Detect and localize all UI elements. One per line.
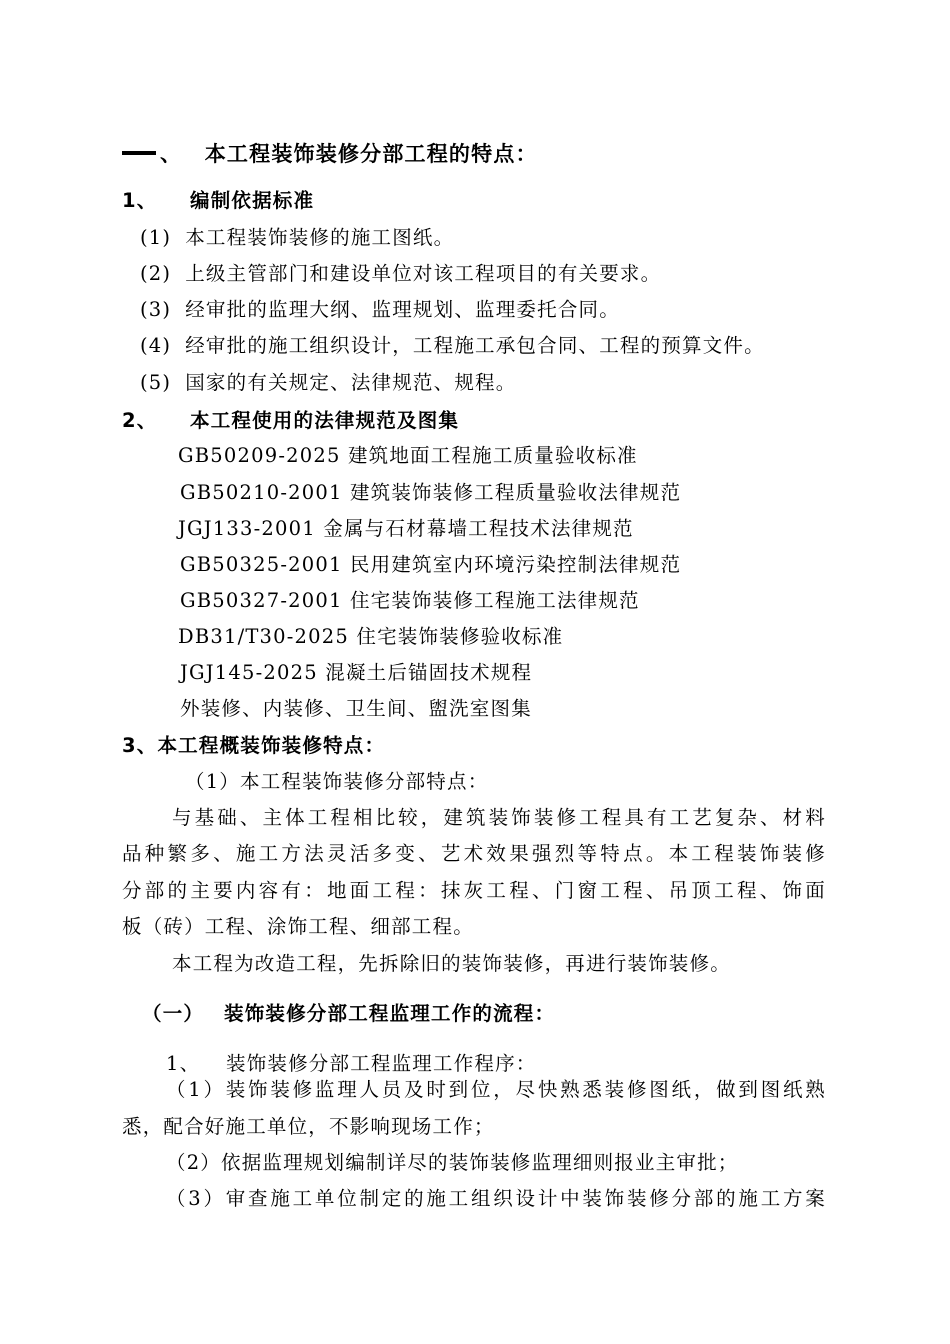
section-3-heading: 3、本工程概装饰装修特点：: [122, 734, 386, 757]
paragraph-line: （3）审查施工单位制定的施工组织设计中装饰装修分部的施工方案: [166, 1187, 826, 1210]
part-1-num: （一）: [142, 1002, 205, 1025]
section-2-title: 本工程使用的法律规范及图集: [190, 409, 460, 432]
section-3-subheading: （1）本工程装饰装修分部特点：: [185, 770, 489, 793]
list-item: (1) 本工程装饰装修的施工图纸。: [140, 226, 455, 249]
part-1-heading: [142, 1001, 556, 1027]
heading-1-dash: [122, 151, 156, 155]
standard-item: GB50327-2001 住宅装饰装修工程施工法律规范: [180, 589, 640, 612]
standard-item: JGJ145-2025 混凝土后锚固技术规程: [180, 661, 533, 684]
paragraph-line: 分部的主要内容有：地面工程：抹灰工程、门窗工程、吊顶工程、饰面: [122, 879, 826, 902]
paragraph-line: 本工程为改造工程，先拆除旧的装饰装修，再进行装饰装修。: [172, 952, 731, 975]
standard-item: GB50209-2025 建筑地面工程施工质量验收标准: [178, 444, 638, 467]
heading-1-text: 本工程装饰装修分部工程的特点：: [204, 142, 538, 166]
heading-1: [122, 141, 538, 167]
standard-item: DB31/T30-2025 住宅装饰装修验收标准: [178, 625, 564, 648]
section-1-heading: [122, 188, 315, 214]
section-2-heading: [122, 408, 460, 434]
part-1-subheading: 1、 装饰装修分部工程监理工作程序：: [166, 1052, 537, 1075]
list-item: (5) 国家的有关规定、法律规范、规程。: [140, 371, 517, 394]
paragraph-line: 悉，配合好施工单位，不影响现场工作；: [122, 1115, 495, 1138]
section-2-num: 2、: [122, 409, 158, 432]
paragraph-line: 板（砖）工程、涂饰工程、细部工程。: [122, 915, 474, 938]
standard-item: GB50210-2001 建筑装饰装修工程质量验收法律规范: [180, 481, 682, 504]
standard-item: 外装修、内装修、卫生间、盥洗室图集: [180, 697, 532, 720]
list-item: (3) 经审批的监理大纲、监理规划、监理委托合同。: [140, 298, 620, 321]
part-1-title: 装饰装修分部工程监理工作的流程：: [224, 1002, 556, 1025]
paragraph-line: 与基础、主体工程相比较，建筑装饰装修工程具有工艺复杂、材料: [172, 806, 826, 829]
paragraph-line: （1）装饰装修监理人员及时到位，尽快熟悉装修图纸，做到图纸熟: [166, 1078, 826, 1101]
standard-item: JGJ133-2001 金属与石材幕墙工程技术法律规范: [178, 517, 634, 540]
paragraph-line: 品种繁多、施工方法灵活多变、艺术效果强烈等特点。本工程装饰装修: [122, 842, 826, 865]
section-1-title: 编制依据标准: [190, 189, 315, 212]
section-1-num: 1、: [122, 189, 158, 212]
heading-1-num: 、: [160, 142, 183, 166]
list-item: (2) 上级主管部门和建设单位对该工程项目的有关要求。: [140, 262, 662, 285]
list-item: (4) 经审批的施工组织设计，工程施工承包合同、工程的预算文件。: [140, 334, 765, 357]
paragraph-line: （2）依据监理规划编制详尽的装饰装修监理细则报业主审批；: [166, 1151, 739, 1174]
standard-item: GB50325-2001 民用建筑室内环境污染控制法律规范: [180, 553, 682, 576]
